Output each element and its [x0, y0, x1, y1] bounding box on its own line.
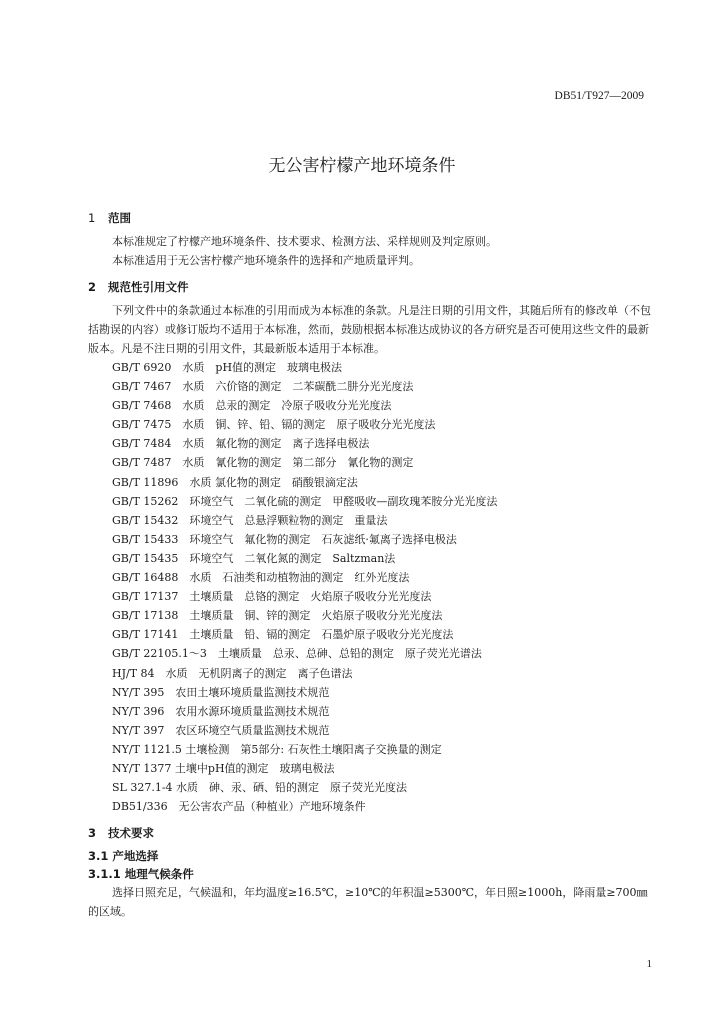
reference-item: GB/T 15435 环境空气 二氧化氮的测定 Saltzman法 [112, 551, 396, 565]
climate-paragraph: 选择日照充足，气候温和，年均温度≥16.5℃，≥10℃的年积温≥5300℃，年日照≥1000h，降雨量≥700㎜的区域。 [88, 886, 648, 919]
section-3-heading [88, 824, 656, 842]
reference-item: GB/T 17141 土壤质量 铅、镉的测定 石墨炉原子吸收分光光度法 [112, 628, 454, 642]
section-number: 3 [88, 826, 97, 841]
scope-paragraph: 本标准规定了柠檬产地环境条件、技术要求、检测方法、采样规则及判定原则。 [112, 235, 497, 248]
document-body [88, 209, 656, 921]
reference-item: GB/T 15432 环境空气 总悬浮颗粒物的测定 重量法 [112, 513, 388, 527]
scope-paragraph: 本标准适用于无公害柠檬产地环境条件的选择和产地质量评判。 [112, 254, 420, 267]
reference-item: GB/T 7487 水质 氰化物的测定 第二部分 氰化物的测定 [112, 456, 414, 470]
reference-item: GB/T 7484 水质 氟化物的测定 离子选择电极法 [112, 437, 370, 451]
section-2-heading [88, 278, 656, 296]
reference-item: DB51/336 无公害农产品（种植业）产地环境条件 [112, 800, 366, 814]
page-title: 无公害柠檬产地环境条件 [268, 156, 456, 176]
reference-item: GB/T 16488 水质 石油类和动植物油的测定 红外光度法 [112, 571, 410, 585]
reference-item: GB/T 11896 水质 氯化物的测定 硝酸银滴定法 [112, 475, 358, 489]
section-title: 规范性引用文件 [108, 280, 189, 294]
reference-item: GB/T 7468 水质 总汞的测定 冷原子吸收分光光度法 [112, 399, 392, 413]
reference-item: GB/T 15262 环境空气 二氧化硫的测定 甲醛吸收—副玫瑰苯胺分光光度法 [112, 494, 498, 508]
reference-list [88, 358, 656, 816]
subsection-3-1-heading: 3.1 产地选择 [88, 849, 159, 864]
section-1-heading [88, 209, 656, 227]
reference-item: GB/T 7475 水质 铜、锌、铅、镉的测定 原子吸收分光光度法 [112, 418, 436, 432]
references-intro: 下列文件中的条款通过本标准的引用而成为本标准的条款。凡是注日期的引用文件，其随后所有的修改单（不包括勘误的内容）或修订版均不适用于本标准，然而，鼓励根据本标准达成协议的各方研究是否可使用这些文件的最新版本。凡是不注日期的引用文件，其最新版本适用于本标准。 [88, 304, 651, 355]
reference-item: GB/T 17138 土壤质量 铜、锌的测定 火焰原子吸收分光光度法 [112, 609, 443, 623]
reference-item: NY/T 1121.5 土壤检测 第5部分: 石灰性土壤阳离子交换量的测定 [112, 742, 442, 756]
section-title: 范围 [108, 211, 131, 225]
section-number: 1 [88, 211, 96, 225]
reference-item: GB/T 6920 水质 pH值的测定 玻璃电极法 [112, 361, 343, 374]
doc-id: DB51/T927—2009 [554, 90, 644, 102]
reference-item: GB/T 17137 土壤质量 总铬的测定 火焰原子吸收分光光度法 [112, 590, 432, 604]
reference-item: HJ/T 84 水质 无机阴离子的测定 离子色谱法 [112, 666, 353, 680]
page-number: 1 [646, 958, 652, 970]
reference-item: SL 327.1-4 水质 砷、汞、硒、铅的测定 原子荧光光度法 [112, 781, 408, 795]
reference-item: NY/T 397 农区环境空气质量监测技术规范 [112, 723, 330, 737]
subsection-3-1-1-heading: 3.1.1 地理气候条件 [88, 867, 194, 882]
reference-item: NY/T 1377 土壤中pH值的测定 玻璃电极法 [112, 761, 335, 775]
section-number: 2 [88, 280, 97, 294]
reference-item: GB/T 15433 环境空气 氟化物的测定 石灰滤纸·氟离子选择电极法 [112, 532, 457, 546]
section-title: 技术要求 [108, 826, 154, 841]
reference-item: GB/T 22105.1～3 土壤质量 总汞、总砷、总铅的测定 原子荧光光谱法 [112, 647, 482, 661]
reference-item: GB/T 7467 水质 六价铬的测定 二苯碳酰二肼分光光度法 [112, 380, 414, 394]
reference-item: NY/T 395 农田土壤环境质量监测技术规范 [112, 685, 330, 699]
reference-item: NY/T 396 农用水源环境质量监测技术规范 [112, 704, 330, 718]
